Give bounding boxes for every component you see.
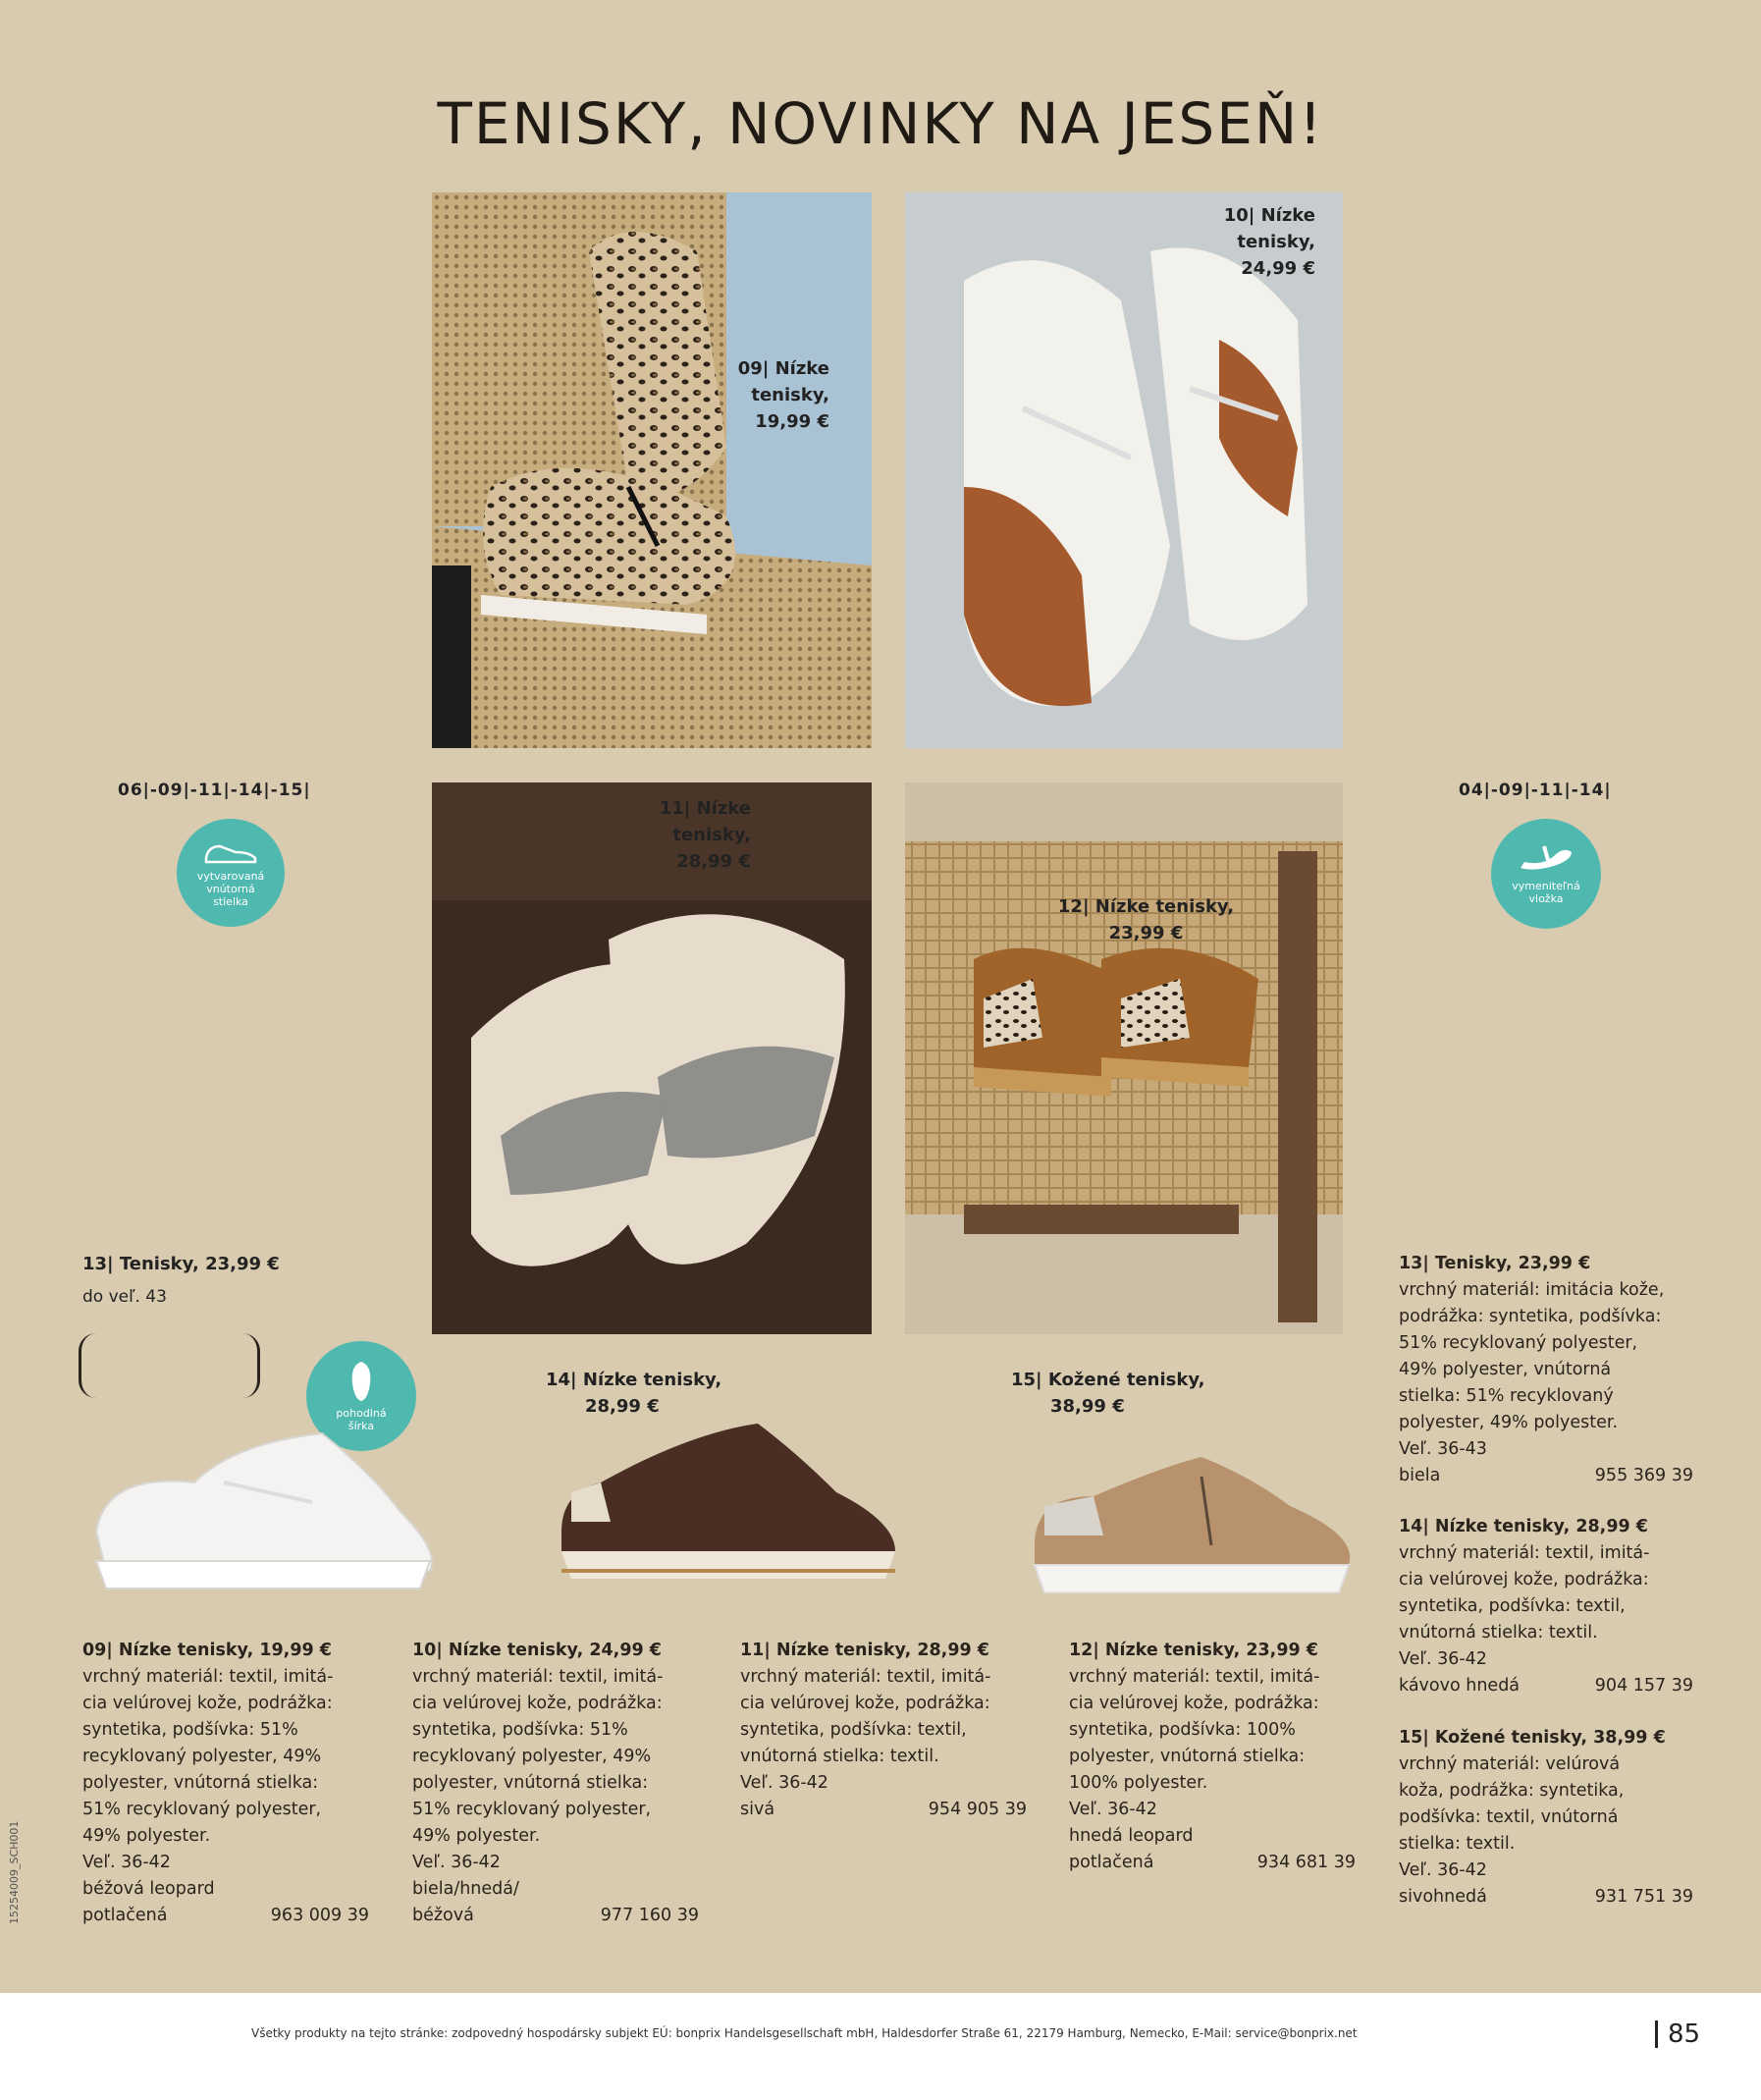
description-line: podrážka: syntetika, podšívka: xyxy=(1399,1307,1662,1326)
shoe-14-brown xyxy=(542,1414,907,1590)
description-line: Veľ. 36-42 xyxy=(412,1853,501,1872)
page-number: 85 xyxy=(1655,2020,1700,2048)
description-line: vrchný materiál: textil, imitá- xyxy=(1069,1667,1320,1687)
description-line: syntetika, podšívka: 100% xyxy=(1069,1720,1296,1740)
footer-band xyxy=(0,1993,1761,2100)
description-line: hnedá leopard xyxy=(1069,1826,1194,1846)
description-line: biela/hnedá/ xyxy=(412,1879,519,1899)
description-13 xyxy=(1399,1251,1693,1489)
description-line: 51% recyklovaný polyester, xyxy=(1399,1333,1638,1353)
label-text: Nízke xyxy=(1260,205,1315,226)
label-text: 12| Nízke tenisky, xyxy=(1057,896,1235,917)
label-number: 10| xyxy=(1223,205,1255,226)
label-text: tenisky, xyxy=(751,385,829,405)
badge-text: pohodlná šírka xyxy=(336,1407,387,1432)
shoe-13-white xyxy=(77,1414,450,1600)
description-line: vnútorná stielka: textil. xyxy=(1399,1623,1598,1642)
description-line: Veľ. 36-42 xyxy=(740,1773,828,1793)
shoe-icon xyxy=(202,838,259,866)
description-line: vrchný materiál: textil, imitá- xyxy=(412,1667,664,1687)
description-line: 51% recyklovaný polyester, xyxy=(412,1800,652,1819)
description-heading: 10| Nízke tenisky, 24,99 € xyxy=(412,1641,662,1660)
legal-footer: Všetky produkty na tejto stránke: zodpovedný hospodársky subjekt EÚ: bonprix Handelsgesellschaft mbH, Haldesdorfer Straße 61, 22179 Hamburg, Nemecko, E-Mail: service@bonprix.net xyxy=(251,2026,1358,2040)
badge-text: vymeniteľná vložka xyxy=(1512,880,1580,905)
sku: 977 160 39 xyxy=(600,1906,699,1925)
label-price: 24,99 € xyxy=(1241,258,1315,279)
photo-11-label xyxy=(628,795,751,875)
label-price: 28,99 € xyxy=(676,851,751,872)
description-line: 49% polyester. xyxy=(82,1826,211,1846)
label-number: 11| xyxy=(659,798,691,819)
description-line: cia velúrovej kože, podrážka: xyxy=(740,1694,990,1713)
photo-09-leopard-sneakers xyxy=(432,192,872,748)
photo-12-brown-leopard-sneakers xyxy=(905,782,1343,1334)
description-line: podšívka: textil, vnútorná xyxy=(1399,1807,1619,1827)
page-title: TENISKY, NOVINKY NA JESEŇ! xyxy=(437,90,1324,157)
description-line: 100% polyester. xyxy=(1069,1773,1208,1793)
sku: 954 905 39 xyxy=(928,1800,1027,1819)
catalog-code: 15254009_SCH001 xyxy=(8,1820,21,1924)
photo-10-label xyxy=(1188,202,1315,282)
size-codes-left: 06|-09|-11|-14|-15| xyxy=(118,781,311,800)
description-line: vrchný materiál: textil, imitá- xyxy=(740,1667,991,1687)
description-heading: 09| Nízke tenisky, 19,99 € xyxy=(82,1641,332,1660)
description-line: syntetika, podšívka: textil, xyxy=(1399,1596,1626,1616)
description-line: Veľ. 36-42 xyxy=(1399,1649,1487,1669)
description-line: 51% recyklovaný polyester, xyxy=(82,1800,322,1819)
color-name: potlačená xyxy=(82,1906,168,1925)
description-line: vrchný materiál: imitácia kože, xyxy=(1399,1280,1665,1300)
description-line: recyklovaný polyester, 49% xyxy=(82,1747,322,1766)
description-09 xyxy=(82,1638,369,1929)
sku: 904 157 39 xyxy=(1594,1676,1693,1696)
description-heading: 15| Kožené tenisky, 38,99 € xyxy=(1399,1728,1666,1748)
label-price: 19,99 € xyxy=(755,411,829,432)
label-text: tenisky, xyxy=(1237,232,1315,252)
sku: 963 009 39 xyxy=(270,1906,369,1925)
description-line: cia velúrovej kože, podrážka: xyxy=(1399,1570,1649,1589)
description-heading: 13| Tenisky, 23,99 € xyxy=(1399,1254,1591,1273)
description-line: vrchný materiál: textil, imitá- xyxy=(1399,1543,1650,1563)
sku: 955 369 39 xyxy=(1594,1466,1693,1485)
description-line: 49% polyester. xyxy=(412,1826,541,1846)
badge-replaceable-insole xyxy=(1491,819,1601,929)
color-name: biela xyxy=(1399,1466,1441,1485)
sku: 931 751 39 xyxy=(1594,1887,1693,1907)
description-line: 49% polyester, vnútorná xyxy=(1399,1360,1612,1379)
photo-12-label xyxy=(1041,893,1252,946)
description-line: cia velúrovej kože, podrážka: xyxy=(1069,1694,1319,1713)
size-codes-right: 04|-09|-11|-14| xyxy=(1459,781,1612,800)
product-14-title: 14| Nízke tenisky, 28,99 € xyxy=(546,1370,722,1417)
color-name: sivohnedá xyxy=(1399,1887,1487,1907)
description-heading: 14| Nízke tenisky, 28,99 € xyxy=(1399,1517,1648,1536)
description-line: vnútorná stielka: textil. xyxy=(740,1747,939,1766)
description-line: béžová leopard xyxy=(82,1879,215,1899)
description-line: polyester, vnútorná stielka: xyxy=(82,1773,319,1793)
description-line: vrchný materiál: textil, imitá- xyxy=(82,1667,334,1687)
description-12 xyxy=(1069,1638,1356,1876)
description-11 xyxy=(740,1638,1027,1823)
badge-text: vytvarovaná vnútorná stielka xyxy=(196,869,265,908)
peta-vegan-logo xyxy=(79,1333,260,1398)
description-line: polyester, vnútorná stielka: xyxy=(412,1773,649,1793)
description-line: koža, podrážka: syntetika, xyxy=(1399,1781,1625,1801)
color-name: sivá xyxy=(740,1800,775,1819)
product-13-subtitle: do veľ. 43 xyxy=(82,1287,167,1307)
description-heading: 11| Nízke tenisky, 28,99 € xyxy=(740,1641,989,1660)
description-line: cia velúrovej kože, podrážka: xyxy=(82,1694,333,1713)
description-line: Veľ. 36-43 xyxy=(1399,1439,1487,1459)
color-name: kávovo hnedá xyxy=(1399,1676,1521,1696)
label-text: tenisky, xyxy=(672,825,751,845)
description-line: Veľ. 36-42 xyxy=(82,1853,171,1872)
badge-shaped-insole xyxy=(177,819,285,927)
description-line: recyklovaný polyester, 49% xyxy=(412,1747,652,1766)
description-line: Veľ. 36-42 xyxy=(1069,1800,1157,1819)
description-line: syntetika, podšívka: 51% xyxy=(412,1720,628,1740)
label-number: 09| xyxy=(737,358,770,379)
description-14 xyxy=(1399,1514,1693,1699)
description-10 xyxy=(412,1638,699,1929)
foot-icon xyxy=(347,1360,376,1403)
description-line: vrchný materiál: velúrová xyxy=(1399,1754,1621,1774)
color-name: potlačená xyxy=(1069,1853,1154,1872)
sku: 934 681 39 xyxy=(1256,1853,1356,1872)
description-line: polyester, vnútorná stielka: xyxy=(1069,1747,1306,1766)
label-text: Nízke xyxy=(696,798,751,819)
product-13-title: 13| Tenisky, 23,99 € xyxy=(82,1254,280,1274)
description-line: syntetika, podšívka: textil, xyxy=(740,1720,967,1740)
description-line: Veľ. 36-42 xyxy=(1399,1860,1487,1880)
color-name: béžová xyxy=(412,1906,474,1925)
insole-icon xyxy=(1515,842,1577,876)
description-line: stielka: 51% recyklovaný xyxy=(1399,1386,1614,1406)
shoe-15-taupe xyxy=(1015,1437,1368,1608)
description-line: cia velúrovej kože, podrážka: xyxy=(412,1694,663,1713)
label-text: Nízke xyxy=(774,358,829,379)
description-heading: 12| Nízke tenisky, 23,99 € xyxy=(1069,1641,1318,1660)
product-15-title: 15| Kožené tenisky, 38,99 € xyxy=(1011,1370,1205,1417)
description-line: polyester, 49% polyester. xyxy=(1399,1413,1619,1432)
label-price: 23,99 € xyxy=(1108,923,1184,943)
description-line: syntetika, podšívka: 51% xyxy=(82,1720,298,1740)
photo-09-label xyxy=(707,355,829,435)
description-15 xyxy=(1399,1725,1693,1911)
description-line: stielka: textil. xyxy=(1399,1834,1516,1854)
